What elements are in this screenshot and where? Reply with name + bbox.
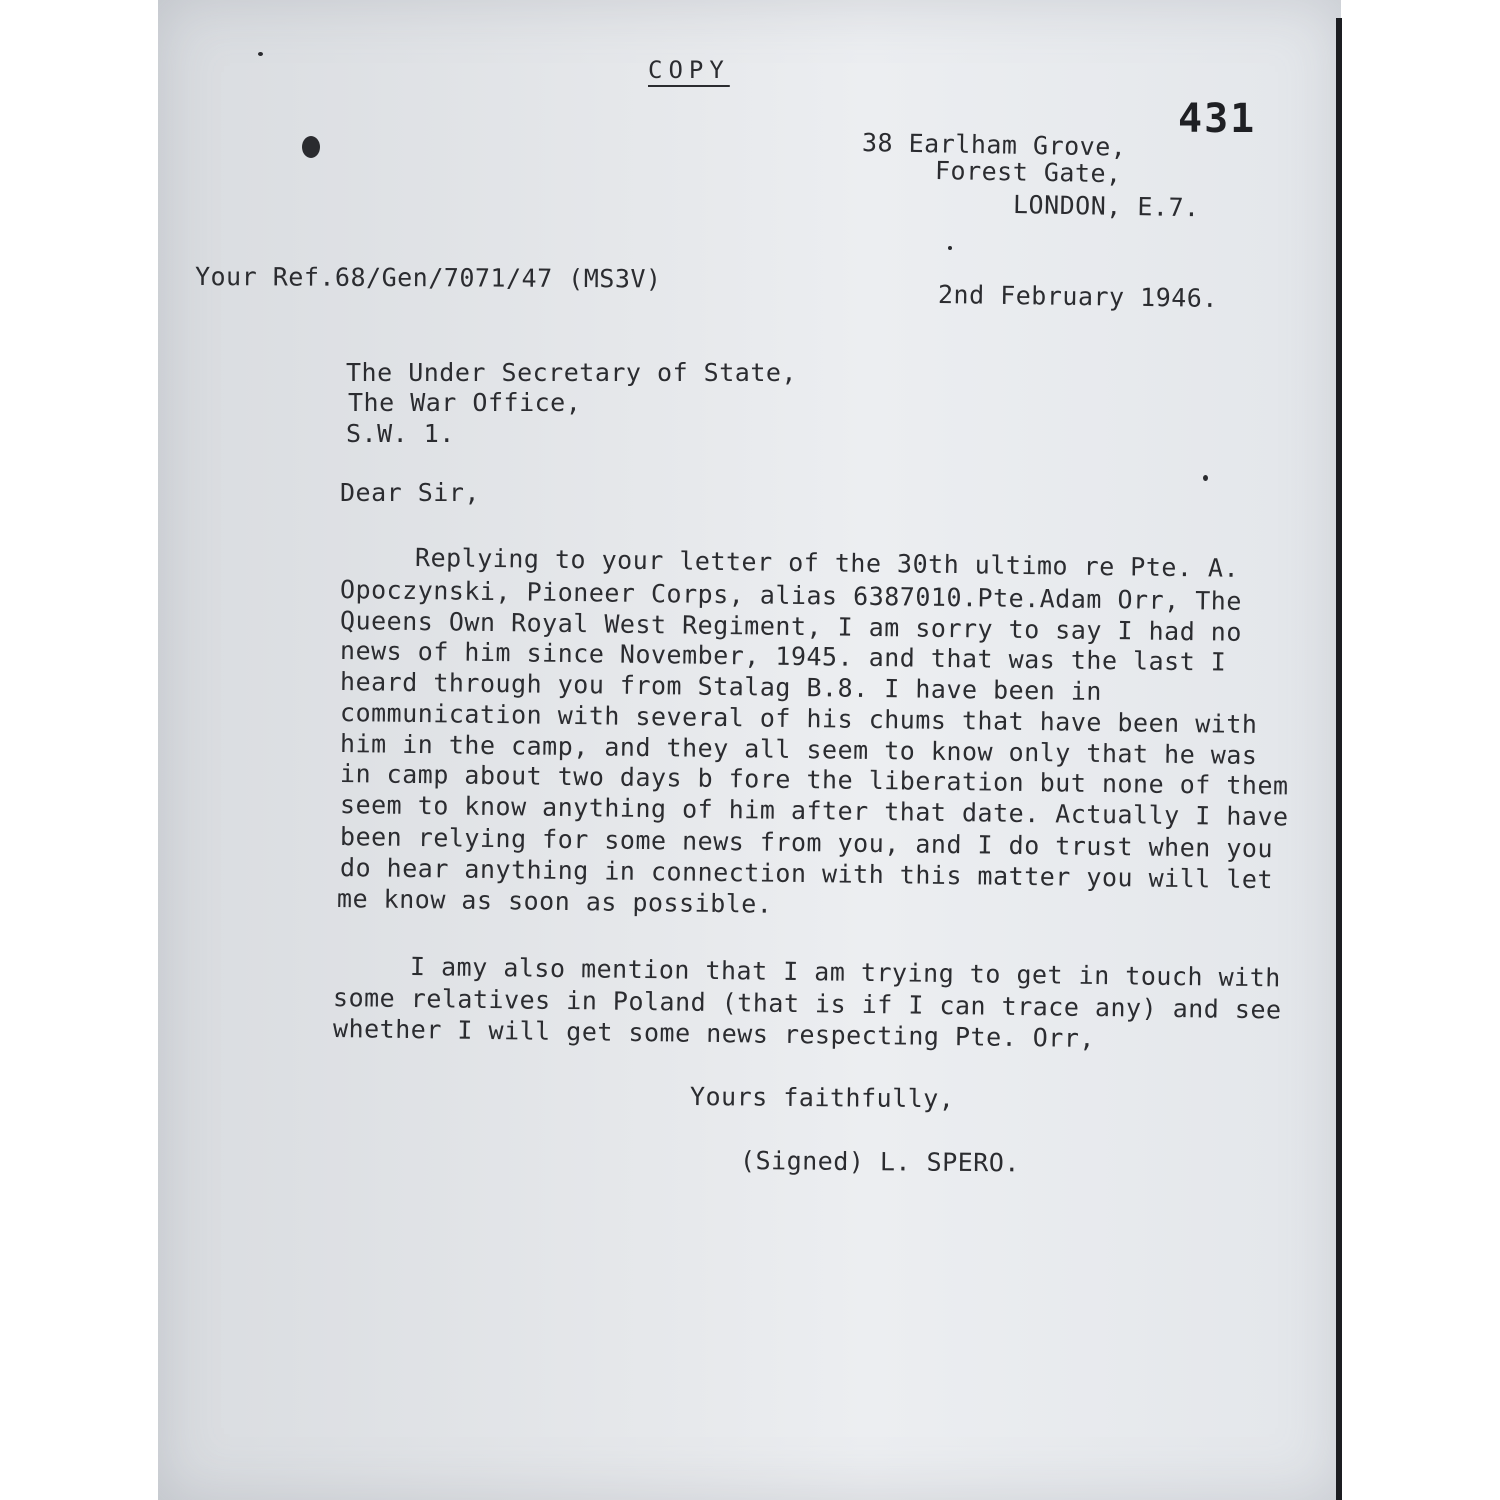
- paragraph-1-line-12: me know as soon as possible.: [336, 884, 773, 919]
- sender-address-line-1: 38 Earlham Grove,: [861, 128, 1127, 162]
- ink-mark: [302, 136, 320, 158]
- reference-line: Your Ref.68/Gen/7071/47 (MS3V): [194, 262, 662, 294]
- paragraph-1-line-11: do hear anything in connection with this matter you will let: [339, 853, 1274, 895]
- paragraph-1-line-3: Queens Own Royal West Regiment, I am sorry to say I had no: [339, 606, 1243, 647]
- paragraph-1-line-2: Opoczynski, Pioneer Corps, alias 6387010.Pte.Adam Orr, The: [339, 575, 1243, 616]
- paragraph-1-line-1: Replying to your letter of the 30th ultimo re Pte. A.: [414, 543, 1240, 583]
- paragraph-1-line-7: him in the camp, and they all seem to know only that he was: [339, 729, 1258, 771]
- ink-speck: [258, 52, 263, 56]
- paragraph-1-line-5: heard through you from Stalag B.8. I have been in: [339, 667, 1103, 706]
- recipient-line-2: The War Office,: [348, 388, 582, 417]
- paragraph-1-line-10: been relying for some news from you, and I do trust when you: [339, 822, 1274, 864]
- closing: Yours faithfully,: [689, 1082, 955, 1114]
- ink-speck: [948, 246, 952, 250]
- paragraph-2-line-1: I amy also mention that I am trying to get in touch with: [409, 952, 1281, 993]
- sender-address-line-2: Forest Gate,: [934, 156, 1122, 189]
- recipient-line-1: The Under Secretary of State,: [346, 358, 797, 387]
- signature: (Signed) L. SPERO.: [739, 1146, 1021, 1178]
- ink-speck: [1203, 475, 1208, 481]
- paragraph-1-line-6: communication with several of his chums that have been with: [339, 698, 1258, 740]
- paper-edge-shadow: [1336, 18, 1342, 1500]
- paragraph-1-line-4: news of him since November, 1945. and that was the last I: [339, 636, 1227, 677]
- page-number: 431: [1178, 96, 1257, 142]
- paragraph-1-line-9: seem to know anything of him after that date. Actually I have: [339, 790, 1289, 832]
- salutation: Dear Sir,: [340, 478, 480, 507]
- paragraph-1-line-8: in camp about two days b fore the liberation but none of them: [339, 759, 1289, 801]
- copy-heading: COPY: [648, 56, 730, 84]
- sender-address-line-3: LONDON, E.7.: [1012, 190, 1200, 223]
- paragraph-2-line-3: whether I will get some news respecting Pte. Orr,: [332, 1014, 1096, 1053]
- letter-date: 2nd February 1946.: [937, 280, 1219, 313]
- paragraph-2-line-2: some relatives in Poland (that is if I can trace any) and see: [332, 983, 1282, 1025]
- recipient-line-3: S.W. 1.: [346, 419, 455, 448]
